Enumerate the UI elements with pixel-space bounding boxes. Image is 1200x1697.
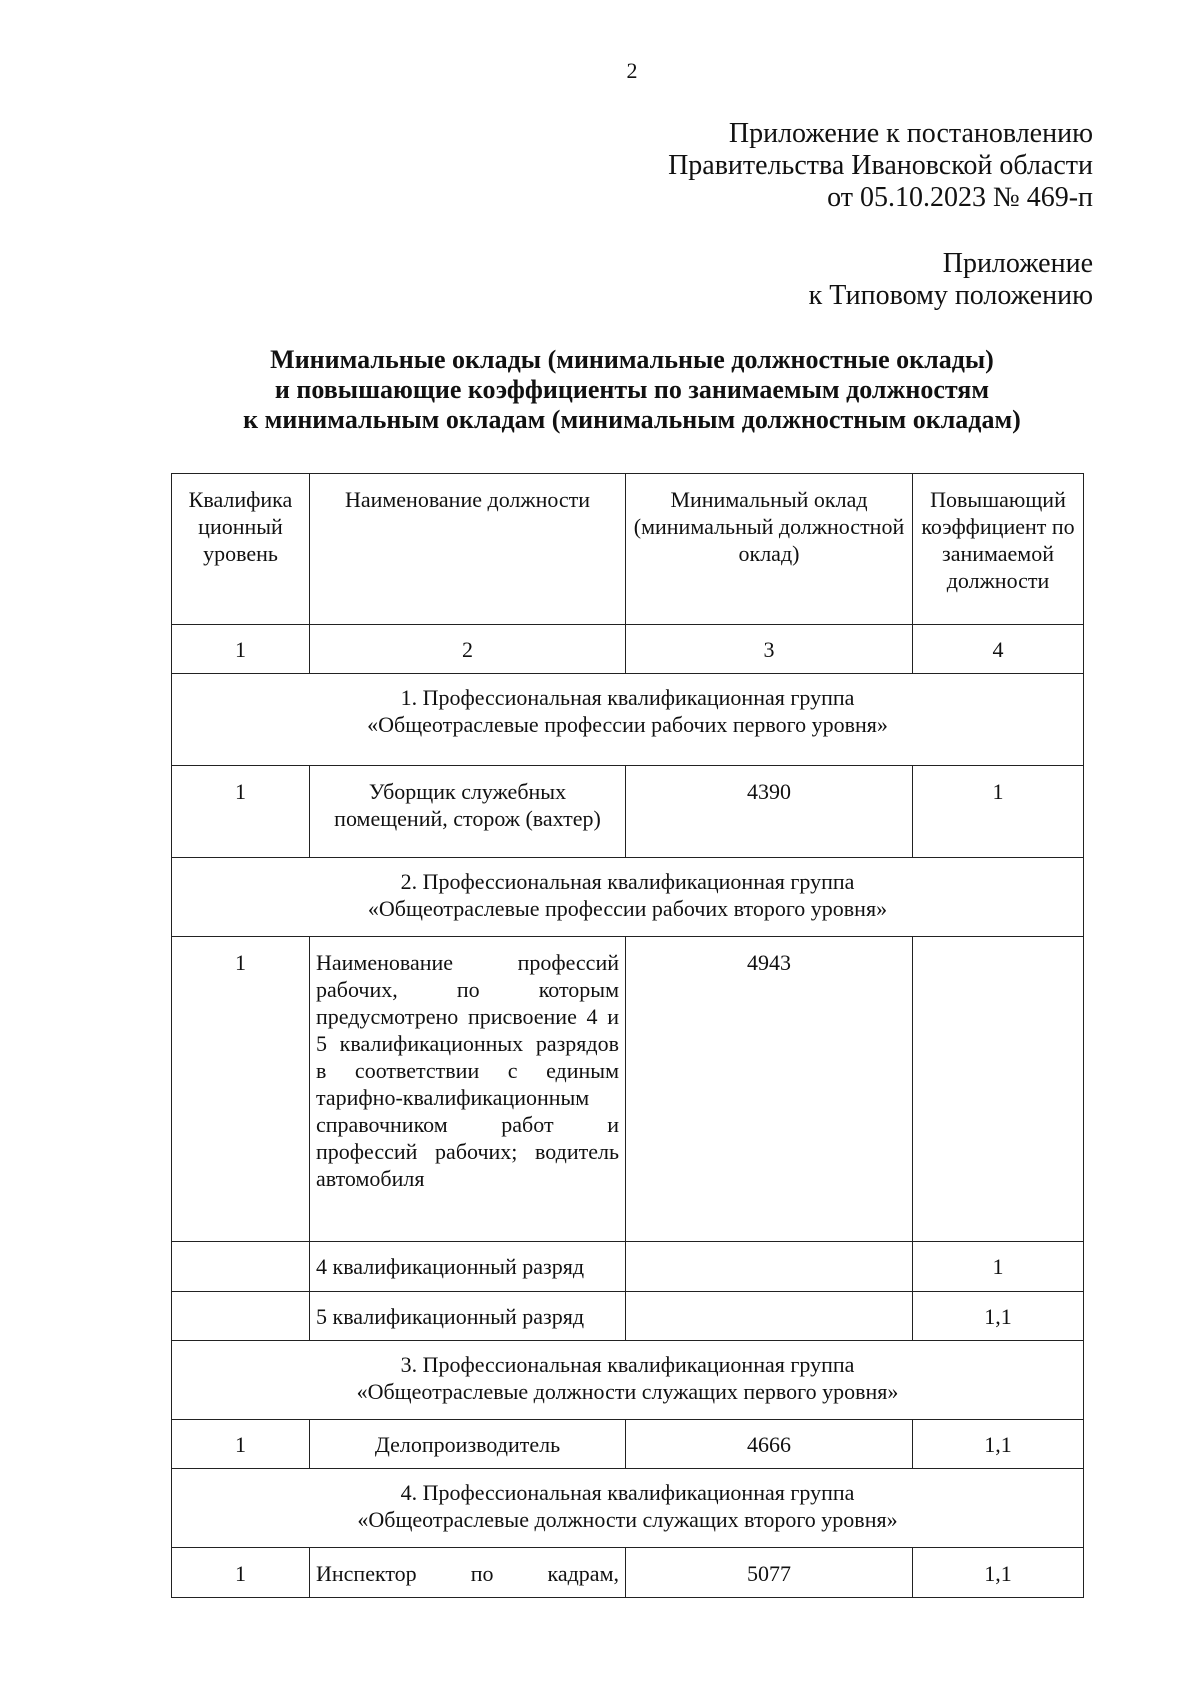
salary-cell bbox=[626, 1292, 913, 1341]
column-number: 4 bbox=[913, 625, 1084, 674]
level-cell: 1 bbox=[172, 937, 310, 1242]
group-title-row bbox=[172, 858, 1084, 937]
salary-cell bbox=[626, 1242, 913, 1292]
level-cell: 1 bbox=[172, 766, 310, 858]
resolution-line: от 05.10.2023 № 469-п bbox=[827, 182, 1093, 213]
salary-table bbox=[171, 473, 1084, 1598]
header-level: Квалифика ционный уровень bbox=[172, 474, 310, 625]
salary-cell: 4943 bbox=[626, 937, 913, 1242]
table-header-row bbox=[172, 474, 1084, 625]
group-title: 3. Профессиональная квалификационная группа «Общеотраслевые должности служащих первого уровня» bbox=[172, 1341, 1084, 1420]
column-number: 2 bbox=[310, 625, 626, 674]
column-number-row bbox=[172, 625, 1084, 674]
title-line: Минимальные оклады (минимальные должностные оклады) bbox=[270, 345, 994, 374]
level-cell: 1 bbox=[172, 1420, 310, 1469]
position-cell: Инспектор по кадрам, bbox=[310, 1548, 626, 1598]
position-cell: Наименование профессий рабочих, по которым предусмотрено присвоение 4 и 5 квалификационных разрядов в соответствии с единым тарифно-квалификационным справочником работ и профессий рабочих; водитель автомобиля bbox=[310, 937, 626, 1242]
position-cell: 4 квалификационный разряд bbox=[310, 1242, 626, 1292]
group-title: 1. Профессиональная квалификационная группа «Общеотраслевые профессии рабочих первого уровня» bbox=[172, 674, 1084, 766]
coefficient-cell: 1,1 bbox=[913, 1292, 1084, 1341]
document-title bbox=[120, 345, 1144, 435]
group-title: 4. Профессиональная квалификационная группа «Общеотраслевые должности служащих второго уровня» bbox=[172, 1469, 1084, 1548]
table-row bbox=[172, 1292, 1084, 1341]
title-line: и повышающие коэффициенты по занимаемым должностям bbox=[274, 375, 990, 404]
level-cell bbox=[172, 1242, 310, 1292]
salary-cell: 4666 bbox=[626, 1420, 913, 1469]
group-title-row bbox=[172, 674, 1084, 766]
table-row bbox=[172, 1242, 1084, 1292]
column-number: 3 bbox=[626, 625, 913, 674]
level-cell: 1 bbox=[172, 1548, 310, 1598]
coefficient-cell: 1,1 bbox=[913, 1420, 1084, 1469]
header-salary: Минимальный оклад (минимальный должностной оклад) bbox=[626, 474, 913, 625]
salary-cell: 4390 bbox=[626, 766, 913, 858]
position-cell: Уборщик служебных помещений, сторож (вахтер) bbox=[310, 766, 626, 858]
table-row bbox=[172, 1420, 1084, 1469]
title-line: к минимальным окладам (минимальным должностным окладам) bbox=[243, 405, 1021, 434]
coefficient-cell: 1,1 bbox=[913, 1548, 1084, 1598]
column-number: 1 bbox=[172, 625, 310, 674]
resolution-reference bbox=[573, 118, 1093, 214]
coefficient-cell: 1 bbox=[913, 766, 1084, 858]
salary-cell: 5077 bbox=[626, 1548, 913, 1598]
position-cell: 5 квалификационный разряд bbox=[310, 1292, 626, 1341]
table-row bbox=[172, 937, 1084, 1242]
coefficient-cell: 1 bbox=[913, 1242, 1084, 1292]
position-cell: Делопроизводитель bbox=[310, 1420, 626, 1469]
table-row bbox=[172, 766, 1084, 858]
group-title-row bbox=[172, 1341, 1084, 1420]
group-title-row bbox=[172, 1469, 1084, 1548]
table-row bbox=[172, 1548, 1084, 1598]
resolution-line: Приложение к постановлению bbox=[728, 118, 1093, 149]
page-number: 2 bbox=[626, 58, 638, 83]
resolution-line: Правительства Ивановской области bbox=[668, 150, 1093, 181]
level-cell bbox=[172, 1292, 310, 1341]
coefficient-cell bbox=[913, 937, 1084, 1242]
appendix-line: к Типовому положению bbox=[808, 280, 1093, 311]
appendix-line: Приложение bbox=[942, 248, 1093, 279]
header-coefficient: Повышающий коэффициент по занимаемой должности bbox=[913, 474, 1084, 625]
header-position: Наименование должности bbox=[310, 474, 626, 625]
group-title: 2. Профессиональная квалификационная группа «Общеотраслевые профессии рабочих второго уровня» bbox=[172, 858, 1084, 937]
appendix-reference bbox=[573, 248, 1093, 312]
